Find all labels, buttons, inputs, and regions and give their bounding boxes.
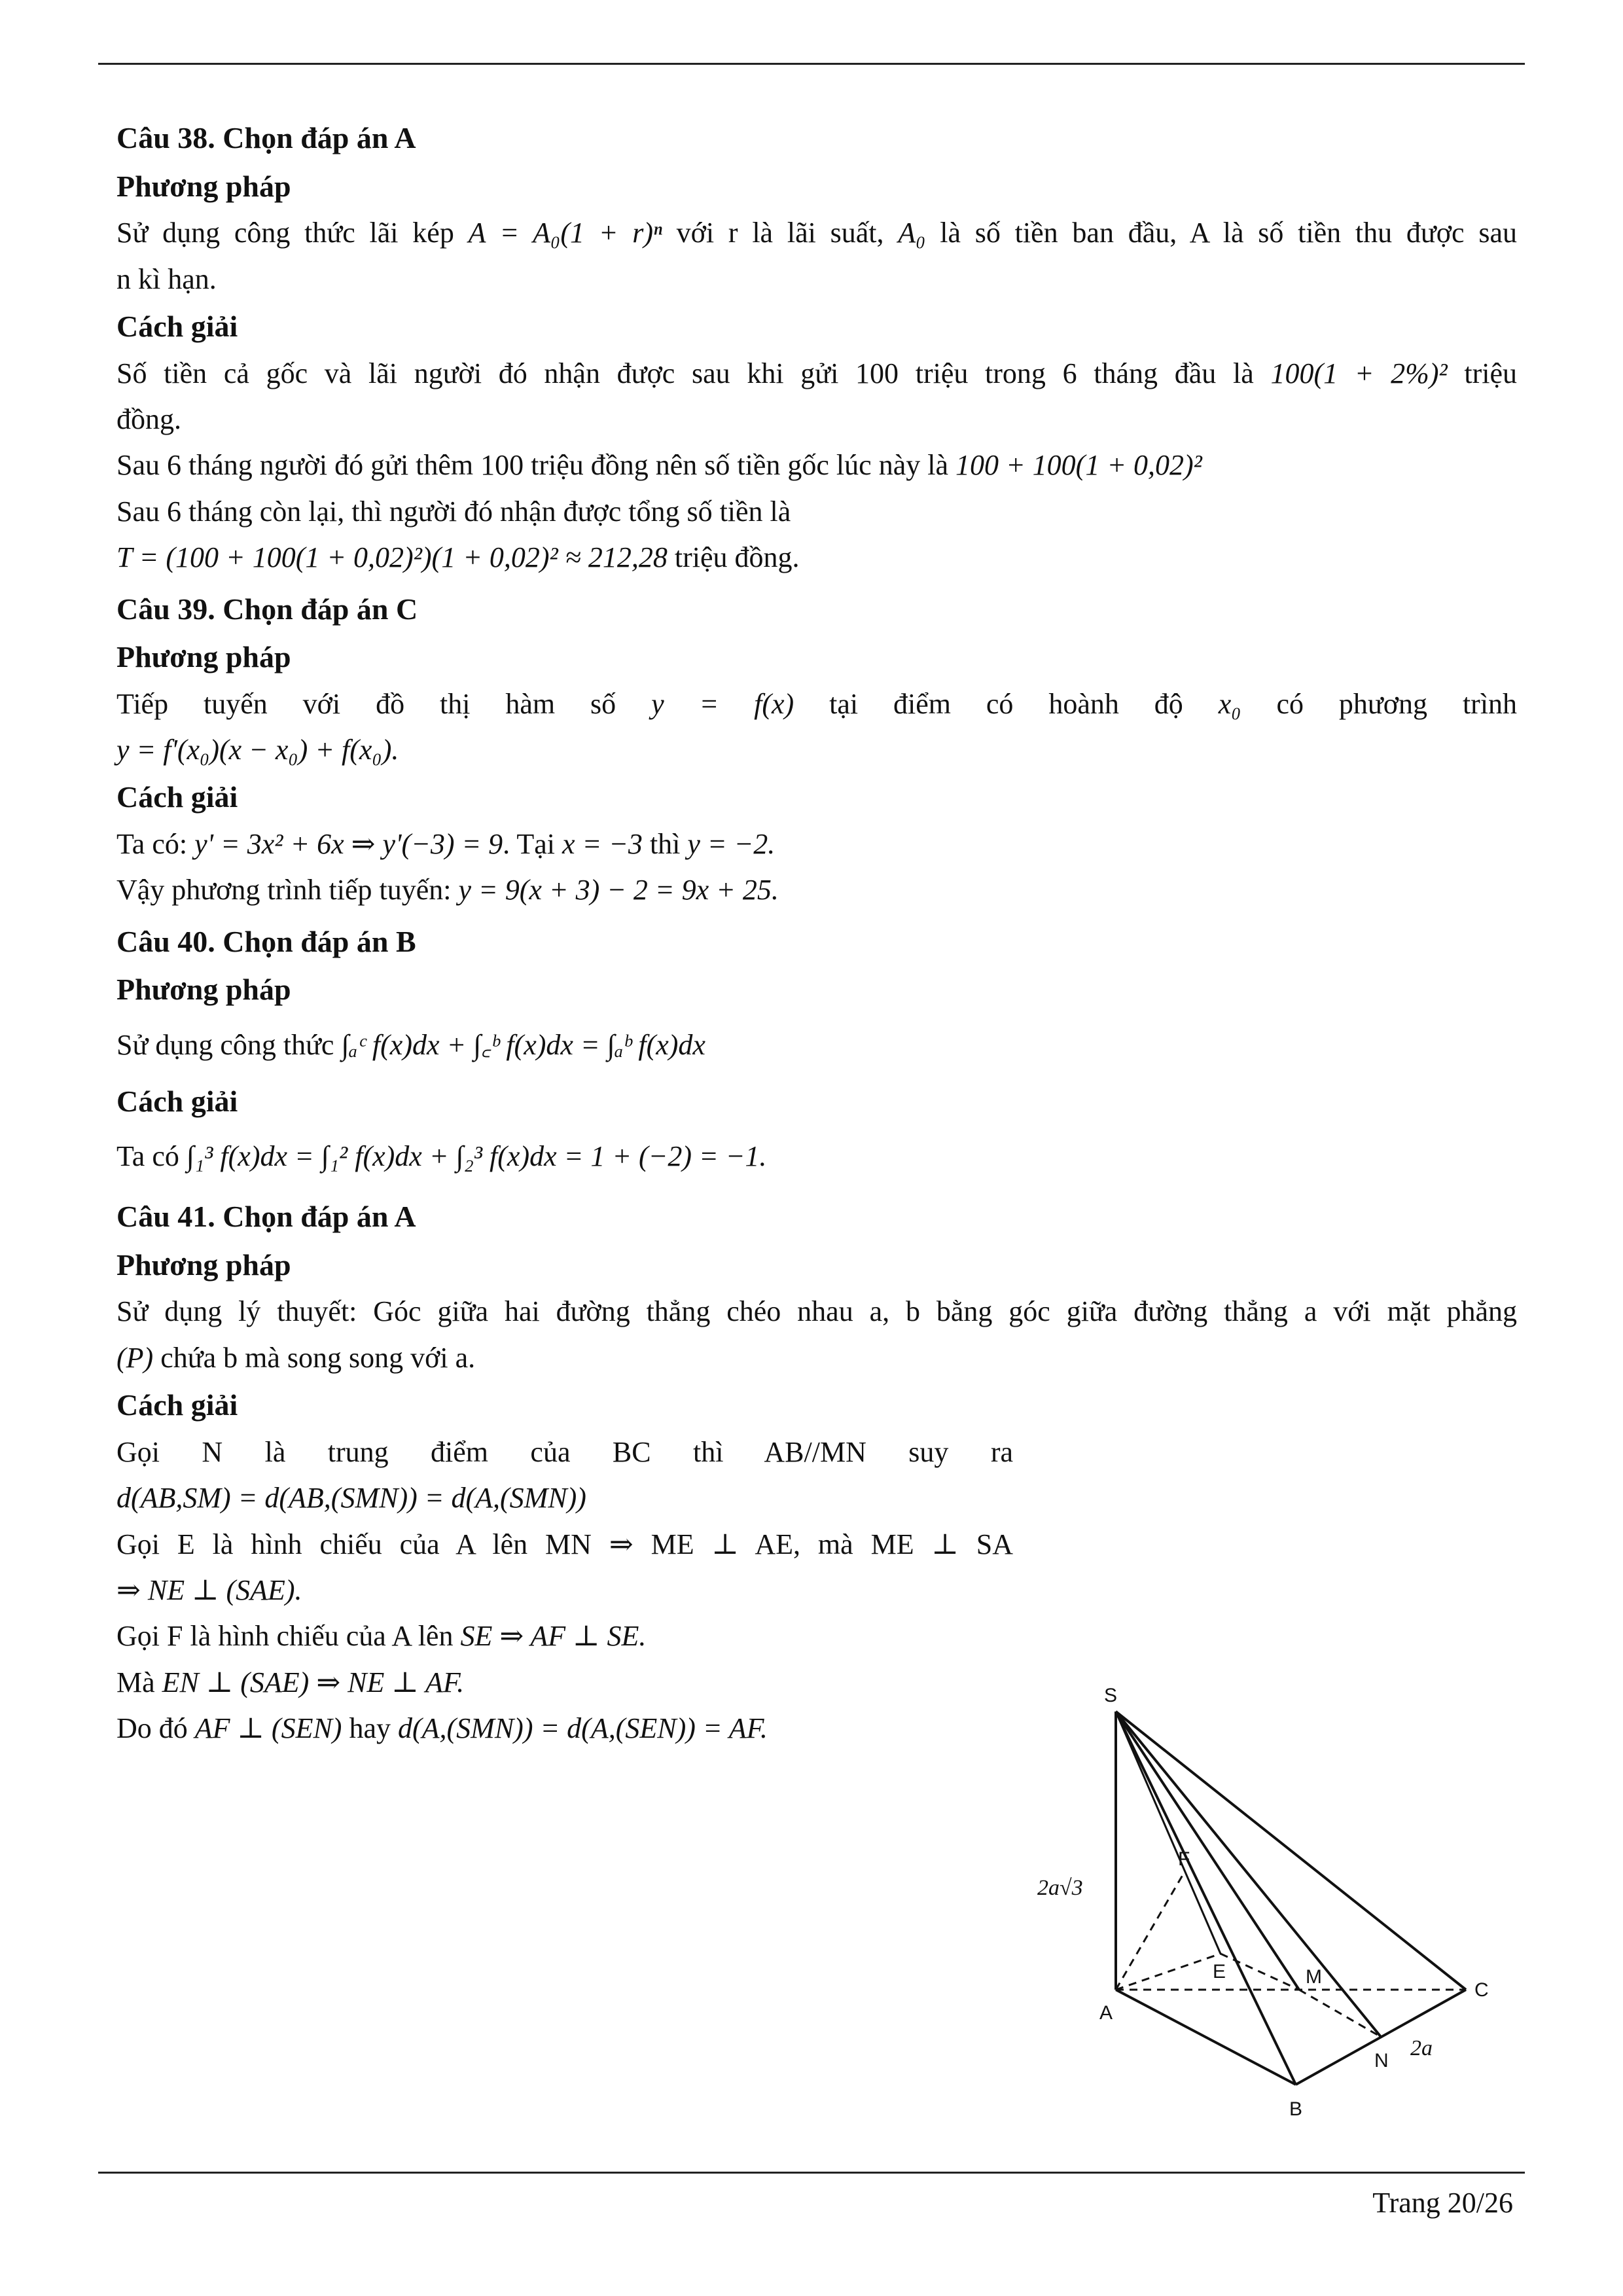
q39-method-line-2	[116, 727, 1517, 773]
q39-method-text-3: có phương trình	[1276, 687, 1518, 720]
q41-sol-line-2	[116, 1475, 1013, 1521]
q41-sol-line-1: Gọi N là trung điểm của BC thì AB//MN suy ra	[116, 1435, 1013, 1468]
q41-sol-text-5: Gọi F là hình chiếu của A lên	[116, 1620, 454, 1653]
q40-title: Câu 40. Chọn đáp án B	[116, 924, 416, 958]
q41-sol-line-4	[116, 1568, 1013, 1613]
q41-perp-2: SE ⇒ AF ⊥ SE.	[460, 1620, 647, 1653]
edge-SM	[1116, 1712, 1299, 1990]
q39-sol-text-1b: . Tại	[503, 828, 556, 861]
q38-solution-label: Cách giải	[116, 309, 238, 343]
q41-method-line-2	[116, 1335, 1517, 1381]
q40-integral-rule: ∫ₐᶜ f(x)dx + ∫꜀ᵇ f(x)dx = ∫ₐᵇ f(x)dx	[341, 1029, 705, 1062]
q39-solution-label: Cách giải	[116, 780, 238, 814]
q39-method-text-1: Tiếp tuyến với đồ thị hàm số	[116, 687, 616, 720]
q41-sol-line-3: Gọi E là hình chiếu của A lên MN ⇒ ME ⊥ AE, mà ME ⊥ SA	[116, 1528, 1013, 1560]
edge-MN	[1299, 1990, 1381, 2037]
q39-function: y = f(x)	[651, 687, 794, 720]
q40-method-label: Phương pháp	[116, 973, 291, 1007]
q41-distance-1: d(AB,SM) = d(AB,(SMN)) = d(A,(SMN))	[116, 1482, 586, 1515]
q41-perp-4: AF ⊥ (SEN)	[194, 1712, 342, 1745]
q38-compound-formula: A = A₀(1 + r)ⁿ	[468, 217, 662, 249]
q41-method-line-1: Sử dụng lý thuyết: Góc giữa hai đường thẳng chéo nhau a, b bằng góc giữa đường thẳng a với mặt phẳng	[116, 1295, 1517, 1328]
q41-plane-p: (P)	[116, 1341, 154, 1374]
q38-method-text: Sử dụng công thức lãi kép	[116, 217, 454, 249]
q41-method-text-2: chứa b mà song song với a.	[160, 1341, 476, 1374]
q39-sol-line-1	[116, 821, 1517, 867]
label-A: A	[1099, 2002, 1113, 2024]
label-S: S	[1104, 1685, 1118, 1706]
q38-sol-line-3: Sau 6 tháng còn lại, thì người đó nhận được tổng số tiền là	[116, 495, 791, 528]
q39-title: Câu 39. Chọn đáp án C	[116, 592, 418, 626]
page-content	[116, 110, 1517, 1752]
header-rule	[98, 63, 1525, 65]
q41-solution-text	[116, 1429, 1013, 1752]
q41-sol-text-7: Do đó	[116, 1712, 188, 1745]
q40-solution-label: Cách giải	[116, 1084, 238, 1118]
q39-x0: x₀	[1218, 687, 1241, 720]
q41-sol-text-7b: hay	[349, 1712, 391, 1745]
label-height: 2a√3	[1037, 1876, 1083, 1900]
q39-sol-text-2: Vậy phương trình tiếp tuyến:	[116, 874, 452, 906]
q38-sol-line-4	[116, 535, 1517, 581]
q39-method-text-2: tại điểm có hoành độ	[829, 687, 1183, 720]
q40-sol-text: Ta có	[116, 1140, 179, 1173]
q39-sol-text-1c: thì	[649, 828, 681, 861]
edge-AF	[1116, 1872, 1185, 1990]
q41-title: Câu 41. Chọn đáp án A	[116, 1200, 416, 1234]
q38-sol-text-4: triệu đồng.	[674, 541, 800, 574]
q40-integral-result: ∫₁³ f(x)dx = ∫₁² f(x)dx + ∫₂³ f(x)dx = 1 + (−2) = −1.	[186, 1140, 767, 1173]
label-C: C	[1474, 1979, 1489, 2001]
q38-sol-formula-1: 100(1 + 2%)²	[1270, 357, 1448, 389]
q41-perp-1: ⇒ NE ⊥ (SAE).	[116, 1573, 302, 1606]
q38-sol-line-1c: đồng.	[116, 403, 181, 435]
q39-x-value: x = −3	[562, 828, 643, 861]
pyramid-figure	[1037, 1676, 1495, 2134]
label-N: N	[1374, 2050, 1389, 2072]
q41-method-label: Phương pháp	[116, 1247, 291, 1282]
edge-SE	[1116, 1712, 1221, 1954]
label-M: M	[1306, 1966, 1322, 1988]
q39-y-value: y = −2.	[687, 828, 776, 861]
q41-sol-text-6: Mà	[116, 1666, 155, 1698]
q39-tangent-formula: y = f'(x₀)(x − x₀) + f(x₀).	[116, 734, 399, 766]
label-F: F	[1178, 1848, 1190, 1870]
q39-method-label: Phương pháp	[116, 640, 291, 674]
q39-method-line-1	[116, 681, 1517, 727]
q38-method-line	[116, 210, 1517, 256]
q39-tangent-result: y = 9(x + 3) − 2 = 9x + 25.	[458, 874, 779, 906]
q39-sol-line-2	[116, 867, 1517, 913]
q38-title: Câu 38. Chọn đáp án A	[116, 121, 416, 154]
footer-rule	[98, 2172, 1525, 2174]
q38-method-label: Phương pháp	[116, 169, 291, 203]
page-number: Trang 20/26	[1372, 2187, 1513, 2219]
q39-derivative: y' = 3x² + 6x ⇒ y'(−3) = 9	[194, 828, 503, 861]
q38-sol-line-2	[116, 442, 1517, 488]
edge-AB	[1116, 1990, 1296, 2085]
q41-distance-result: d(A,(SMN)) = d(A,(SEN)) = AF.	[397, 1712, 768, 1745]
q41-sol-line-7	[116, 1706, 1013, 1751]
q38-method-text-2: với r là lãi suất,	[676, 217, 884, 249]
q38-a0: A₀	[898, 217, 926, 249]
q40-sol-line	[116, 1125, 1517, 1189]
label-E: E	[1213, 1961, 1226, 1982]
edge-SC	[1116, 1712, 1466, 1990]
q41-sol-line-5	[116, 1613, 1013, 1659]
q41-perp-3: EN ⊥ (SAE) ⇒ NE ⊥ AF.	[162, 1666, 465, 1698]
q38-sol-text-1: Số tiền cả gốc và lãi người đó nhận được sau khi gửi 100 triệu trong 6 tháng đầu là	[116, 357, 1254, 389]
q38-method-text-3: là số tiền ban đầu, A là số tiền thu được sau	[940, 217, 1517, 249]
q40-method-text: Sử dụng công thức	[116, 1029, 334, 1062]
q38-total-formula: T = (100 + 100(1 + 0,02)²)(1 + 0,02)² ≈ 212,28	[116, 541, 668, 574]
q41-solution-label: Cách giải	[116, 1388, 238, 1422]
edge-AE	[1116, 1954, 1221, 1990]
q38-sol-text-1b: triệu	[1464, 357, 1518, 389]
q39-sol-text-1: Ta có:	[116, 828, 188, 861]
q41-sol-line-6	[116, 1660, 1013, 1706]
q38-sol-formula-2: 100 + 100(1 + 0,02)²	[955, 449, 1202, 482]
q40-method-line	[116, 1014, 1517, 1077]
q38-method-line-2: n kì hạn.	[116, 262, 217, 295]
label-B: B	[1289, 2098, 1303, 2120]
q38-sol-line-1	[116, 351, 1517, 397]
q38-sol-text-2: Sau 6 tháng người đó gửi thêm 100 triệu đồng nên số tiền gốc lúc này là	[116, 449, 948, 482]
label-side: 2a	[1410, 2036, 1433, 2060]
